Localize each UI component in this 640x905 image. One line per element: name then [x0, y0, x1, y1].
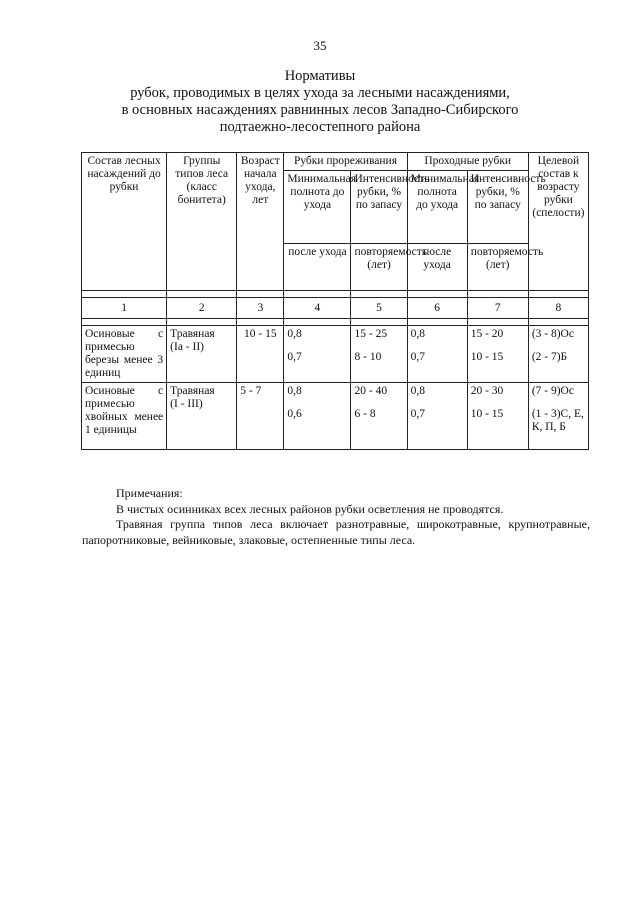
value: 0,8: [287, 385, 302, 397]
value: 20 - 40: [354, 385, 388, 397]
header-thin-intensity: Интенсивность рубки, % по запасу: [351, 171, 407, 244]
value: (1 - 3)С, Е, К, П, Б: [531, 408, 584, 433]
value: 0,7: [410, 408, 425, 420]
value: 10 - 15: [470, 408, 504, 420]
bonitet-class: (I - III): [170, 398, 203, 410]
cell-forest-group: [167, 383, 237, 450]
cell-start-age: 5 - 7: [237, 383, 284, 450]
header-pass-min-density: Минимальная полнота до ухода: [407, 171, 467, 244]
header-forest-group: Группы типов леса (класс бонитета): [167, 153, 237, 291]
note-line-1: В чистых осинниках всех лесных районов рубки осветления не проводятся.: [116, 501, 504, 516]
cell-thin-intensity: [351, 383, 407, 450]
value: 0,8: [410, 328, 425, 340]
value: 20 - 30: [470, 385, 504, 397]
header-passage-cutting: Проходные рубки: [407, 153, 528, 171]
value: 8 - 10: [354, 351, 382, 363]
cell-thin-intensity: [351, 326, 407, 383]
forest-group-name: Травяная: [170, 328, 215, 340]
value: 10 - 15: [470, 351, 504, 363]
value: 0,7: [287, 351, 302, 363]
cell-pass-min-density: [407, 383, 467, 450]
header-target-composition: Целевой состав к возрасту рубки (спелости): [528, 153, 588, 291]
cell-thin-min-density: [284, 326, 351, 383]
numbers-spacer-row: [82, 319, 589, 326]
header-pass-intensity: Интенсивность рубки, % по запасу: [467, 171, 528, 244]
cell-forest-group: [167, 326, 237, 383]
norms-table: [81, 152, 589, 450]
header-start-age: Возраст начала ухода, лет: [237, 153, 284, 291]
bonitet-class: (Iа - II): [170, 341, 204, 353]
cell-target-composition: [528, 383, 588, 450]
value: 15 - 20: [470, 328, 504, 340]
forest-group-name: Травяная: [170, 385, 215, 397]
header-composition: Состав лесных насаждений до рубки: [82, 153, 167, 291]
table-row: [82, 383, 589, 450]
header-spacer-row: [82, 291, 589, 298]
table-row: [82, 326, 589, 383]
page-number: 35: [313, 38, 327, 53]
header-pass-after-care: после ухода: [407, 244, 467, 291]
column-number: 3: [237, 298, 284, 319]
value: 6 - 8: [354, 408, 376, 420]
header-pass-repeat: повторяемость (лет): [467, 244, 528, 291]
column-number: 2: [167, 298, 237, 319]
note-line-2: Травяная группа типов леса включает разнотравные, широкотравные, крупнотравные, папоротниковые, вейниковые, злаковые, остепненные типы леса.: [82, 517, 590, 547]
cell-thin-min-density: [284, 383, 351, 450]
value: (3 - 8)Ос: [531, 328, 574, 340]
value: 0,7: [410, 351, 425, 363]
notes-section: [82, 486, 590, 548]
value: (2 - 7)Б: [531, 351, 568, 363]
column-number: 5: [351, 298, 407, 319]
cell-target-composition: [528, 326, 588, 383]
header-thin-min-density: Минимальная полнота до ухода: [284, 171, 351, 244]
column-number: 6: [407, 298, 467, 319]
cell-composition: Осиновые с примесью березы менее 3 единиц: [82, 326, 167, 383]
header-thin-repeat: повторяемость (лет): [351, 244, 407, 291]
column-number: 7: [467, 298, 528, 319]
cell-composition: Осиновые с примесью хвойных менее 1 единицы: [82, 383, 167, 450]
title-line-1: Нормативы: [284, 68, 356, 84]
value: 0,8: [410, 385, 425, 397]
cell-pass-intensity: [467, 326, 528, 383]
column-number: 1: [82, 298, 167, 319]
notes-heading: Примечания:: [116, 486, 183, 500]
header-thinning: Рубки прореживания: [284, 153, 407, 171]
value: 0,6: [287, 408, 302, 420]
value: (7 - 9)Ос: [531, 385, 574, 397]
value: 15 - 25: [354, 328, 388, 340]
column-number-row: [82, 298, 589, 319]
column-number: 4: [284, 298, 351, 319]
header-thin-after-care: после ухода: [284, 244, 351, 291]
title-line-3: в основных насаждениях равнинных лесов Западно-Сибирского: [121, 102, 519, 118]
value: 0,8: [287, 328, 302, 340]
document-title: [0, 68, 640, 136]
cell-start-age: 10 - 15: [237, 326, 284, 383]
cell-pass-min-density: [407, 326, 467, 383]
title-line-2: рубок, проводимых в целях ухода за лесными насаждениями,: [130, 85, 510, 101]
cell-pass-intensity: [467, 383, 528, 450]
column-number: 8: [528, 298, 588, 319]
title-line-4: подтаежно-лесостепного района: [219, 119, 421, 135]
